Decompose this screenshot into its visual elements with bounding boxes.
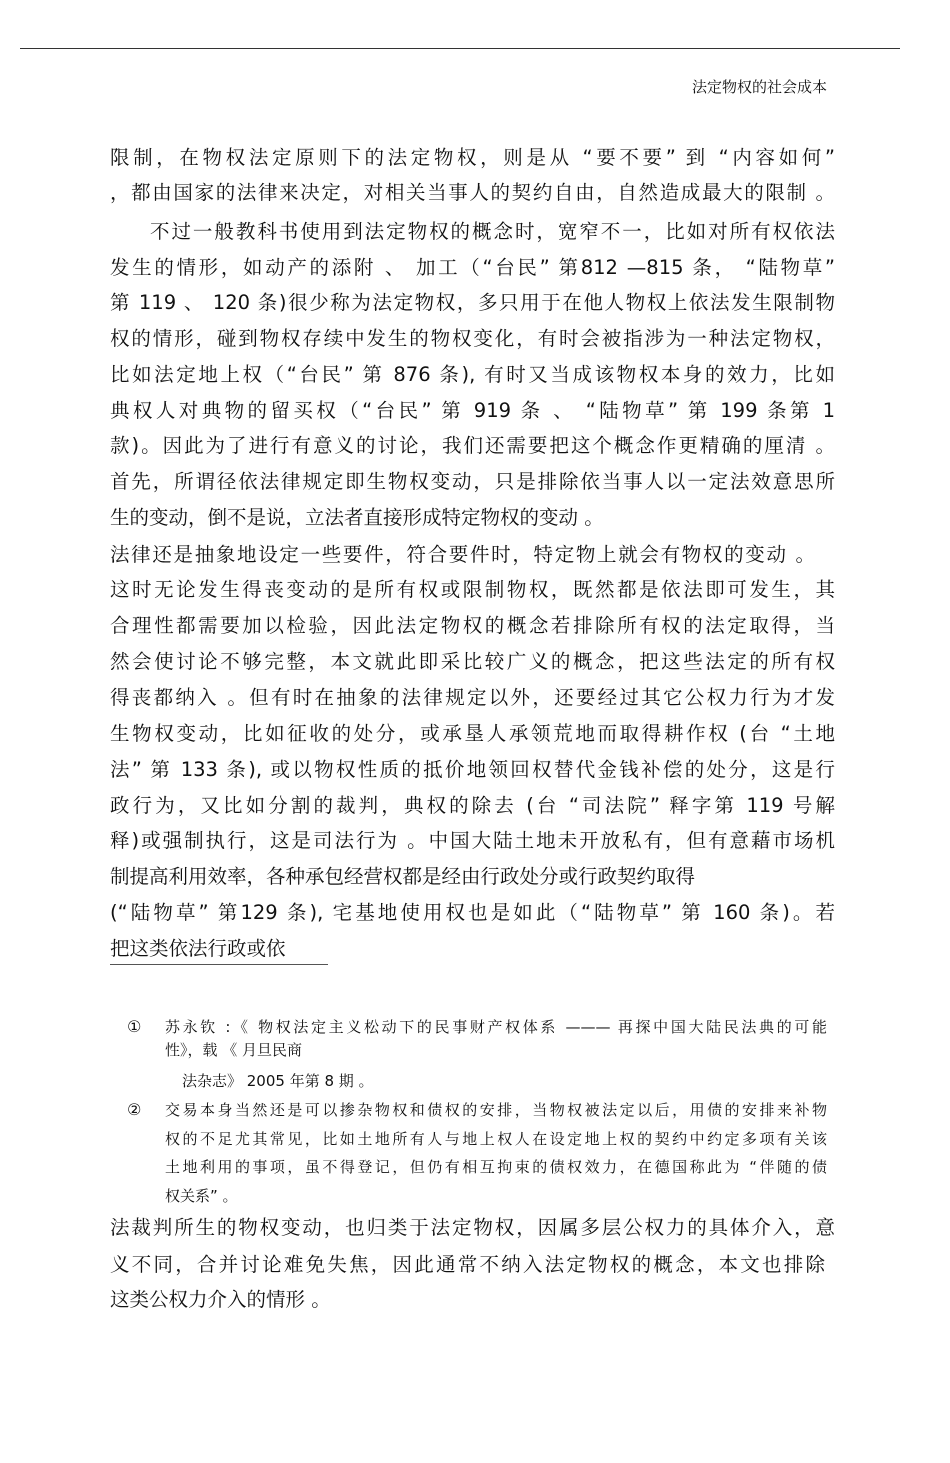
body-line: 权的情形，碰到物权存续中发生的物权变化，有时会被指涉为一种法定物权， [110,327,835,350]
body-line: 法裁判所生的物权变动，也归类于法定物权，因属多层公权力的具体介入，意 [110,1216,835,1239]
body-line: 法” 第 133 条), 或以物权性质的抵价地领回权替代金钱补偿的处分，这是行 [110,758,835,781]
footnote-line: 法杂志》 2005 年第 8 期 。 [182,1072,374,1090]
body-line: 制提高利用效率，各种承包经营权都是经由行政处分或行政契约取得 [110,865,696,888]
body-line: 款)。因此为了进行有意义的讨论，我们还需要把这个概念作更精确的厘清 。 [110,434,835,457]
body-line: 释)或强制执行，这是司法行为 。中国大陆土地未开放私有，但有意藉市场机 [110,829,835,852]
footnote-line: 交易本身当然还是可以掺杂物权和债权的安排，当物权被法定以后，用债的安排来补物 [165,1101,827,1119]
body-line: 发生的情形，如动产的添附 、 加工（“台民” 第812 —815 条， “陆物草” [110,256,835,279]
body-line: 生的变动，倒不是说，立法者直接形成特定物权的变动 。 [110,506,604,529]
footnote-separator [110,964,328,965]
footnote-marker: ① [127,1017,142,1036]
footnote-line: 权的不足尤其常见，比如土地所有人与地上权人在设定地上权的契约中约定多项有关该 [165,1130,827,1148]
body-line: ，都由国家的法律来决定，对相关当事人的契约自由，自然造成最大的限制 。 [110,181,835,204]
footnote-line: 性》，载 《 月旦民商 [165,1041,303,1059]
body-line: 首先，所谓径依法律规定即生物权变动，只是排除依当事人以一定法效意思所 [110,470,835,493]
body-line: 把这类依法行政或依 [110,937,286,960]
footnote-marker: ② [127,1100,142,1119]
body-line: 这类公权力介入的情形 。 [110,1288,331,1311]
header-rule [20,48,900,49]
body-line: 得丧都纳入 。但有时在抽象的法律规定以外，还要经过其它公权力行为才发 [110,686,835,709]
body-line: 比如法定地上权（“台民” 第 876 条), 有时又当成该物权本身的效力，比如 [110,363,835,386]
body-line: 政行为，又比如分割的裁判，典权的除去 (台 “司法院” 释字第 119 号解 [110,794,835,817]
body-line: 法律还是抽象地设定一些要件，符合要件时，特定物上就会有物权的变动 。 [110,543,815,566]
body-line: 义不同，合并讨论难免失焦，因此通常不纳入法定物权的概念，本文也排除 [110,1253,825,1276]
body-line: 这时无论发生得丧变动的是所有权或限制物权，既然都是依法即可发生，其 [110,578,835,601]
running-header: 法定物权的社会成本 [691,78,827,96]
body-line: 合理性都需要加以检验，因此法定物权的概念若排除所有权的法定取得，当 [110,614,835,637]
body-line: 典权人对典物的留买权（“台民” 第 919 条 、 “陆物草” 第 199 条第 1 [110,399,835,422]
footnote-line: 土地利用的事项，虽不得登记，但仍有相互拘束的债权效力，在德国称此为 “伴随的债 [165,1158,827,1176]
body-line: 第 119 、 120 条)很少称为法定物权，多只用于在他人物权上依法发生限制物 [110,291,835,314]
body-line: 限制，在物权法定原则下的法定物权，则是从 “要不要” 到 “内容如何” [110,146,835,169]
body-line: 不过一般教科书使用到法定物权的概念时，宽窄不一，比如对所有权依法 [150,220,835,243]
footnote-line: 苏永钦 :《 物权法定主义松动下的民事财产权体系 ——— 再探中国大陆民法典的可能 [165,1018,827,1036]
body-line: 然会使讨论不够完整，本文就此即采比较广义的概念，把这些法定的所有权 [110,650,835,673]
footnote-line: 权关系” 。 [165,1187,238,1205]
body-line: (“陆物草” 第129 条), 宅基地使用权也是如此（“陆物草” 第 160 条)。若 [110,901,835,924]
body-line: 生物权变动，比如征收的处分，或承垦人承领荒地而取得耕作权 (台 “土地 [110,722,835,745]
